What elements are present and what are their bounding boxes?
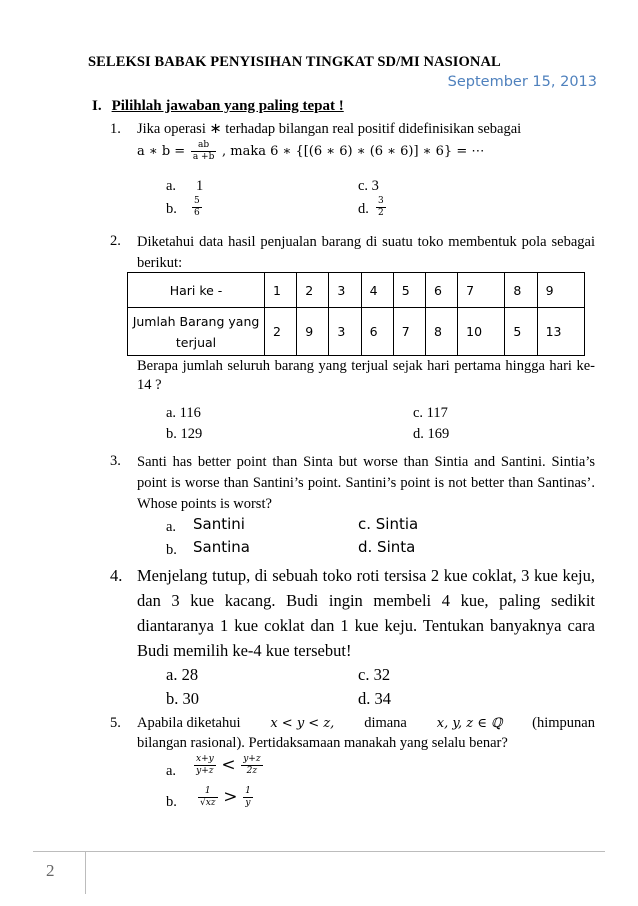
sales-table — [127, 272, 585, 356]
option-c: c. 3 — [358, 178, 379, 194]
question-number: 1. — [110, 121, 121, 137]
operation-definition: a ∗ b = $\frac{ab}{a +b}$ , maka 6 ∗ {[(6 ∗ 6) ∗ (6 ∗ 6)] ∗ 6} = ⋯ — [137, 140, 485, 162]
section-heading — [92, 98, 344, 115]
question-number: 4. — [110, 566, 123, 585]
page-number-box — [33, 851, 86, 894]
table-cell: 2 — [297, 273, 329, 308]
table-cell: 13 — [537, 308, 584, 356]
table-cell: 7 — [458, 273, 505, 308]
option-b-label: b. — [166, 201, 177, 217]
question-text: Jika operasi ∗ terhadap bilangan real positif didefinisikan sebagai — [137, 121, 522, 137]
question-text: Berapa jumlah seluruh barang yang terjual sejak hari pertama hingga hari ke-14 ? — [137, 358, 595, 393]
option-a-label: a. — [166, 763, 177, 779]
option-d: $\frac{3}{2}$ — [378, 196, 384, 218]
option-b: b. 129 — [166, 426, 203, 442]
option-b: b. 30 — [166, 689, 199, 708]
table-cell: 9 — [297, 308, 329, 356]
table-cell: 3 — [329, 308, 361, 356]
table-cell: 2 — [265, 308, 297, 356]
question-number: 5. — [110, 715, 121, 731]
option-a-label: a. — [166, 178, 177, 194]
question-text: Diketahui data hasil penjualan barang di suatu toko membentuk pola sebagai berikut: — [137, 234, 595, 271]
option-b: Santina — [193, 538, 250, 556]
page-number: 2 — [46, 861, 55, 880]
date-label: September 15, 2013 — [447, 74, 597, 90]
table-cell: 8 — [425, 308, 457, 356]
table-cell: 1 — [265, 273, 297, 308]
question-text-cont: bilangan rasional). Pertidaksamaan manakah yang selalu benar? — [137, 735, 508, 751]
option-b-label: b. — [166, 794, 177, 810]
table-cell: 5 — [393, 273, 425, 308]
option-a: $\frac{x+y}{y+z}$ < $\frac{y+z}{2z}$ — [196, 754, 261, 776]
question-text: Santi has better point than Sinta but worse than Sintia and Santini. Sintia’s point is worse than Santini’s point. Santini’s point is not better than Santinas’. Whose points is worst? — [137, 454, 595, 512]
option-d-label: d. — [358, 201, 369, 217]
table-cell: 6 — [425, 273, 457, 308]
section-number: I. — [92, 98, 102, 114]
table-cell: 3 — [329, 273, 361, 308]
table-header-cell: Jumlah Barang yang terjual — [128, 308, 265, 356]
option-a: a. 28 — [166, 665, 199, 684]
option-a-label: a. — [166, 519, 177, 535]
question-number: 2. — [110, 233, 121, 249]
option-d: d. 169 — [413, 426, 450, 442]
option-b-label: b. — [166, 542, 177, 558]
fraction: $\frac{ab}{a +b}$ — [192, 140, 215, 162]
option-b: $\frac{5}{6}$ — [194, 196, 200, 218]
question-text: Menjelang tutup, di sebuah toko roti tersisa 2 kue coklat, 3 kue keju, dan 3 kue kacang. Budi ingin membeli 4 kue, paling sedikit diantaranya 1 kue coklat dan 1 kue keju. Tentukan banyaknya cara Budi memilih ke-4 kue tersebut! — [137, 566, 595, 660]
option-b: $\frac{1}{√xz}$ > $\frac{1}{y}$ — [200, 786, 251, 808]
option-c: c. 117 — [413, 405, 448, 421]
option-c: c. 32 — [358, 665, 391, 684]
table-row — [128, 273, 585, 308]
question-text: Apabila diketahui x < y < z, dimana x, y, z ∈ ℚ (himpunan — [137, 715, 595, 731]
table-cell: 4 — [361, 273, 393, 308]
option-c: c. Sintia — [358, 515, 419, 533]
footer-divider — [85, 851, 605, 852]
table-cell: 6 — [361, 308, 393, 356]
section-title: Pilihlah jawaban yang paling tepat ! — [111, 98, 344, 114]
option-d: d. 34 — [358, 689, 391, 708]
option-d: d. Sinta — [358, 538, 416, 556]
table-cell: 10 — [458, 308, 505, 356]
table-cell: 8 — [505, 273, 537, 308]
option-a: 1 — [196, 178, 204, 194]
table-row — [128, 308, 585, 356]
question-number: 3. — [110, 453, 121, 469]
option-a: a. 116 — [166, 405, 201, 421]
table-cell: 7 — [393, 308, 425, 356]
option-a: Santini — [193, 515, 245, 533]
table-cell: 5 — [505, 308, 537, 356]
page-title: SELEKSI BABAK PENYISIHAN TINGKAT SD/MI NASIONAL — [88, 54, 501, 70]
table-header-cell: Hari ke - — [128, 273, 265, 308]
table-cell: 9 — [537, 273, 584, 308]
